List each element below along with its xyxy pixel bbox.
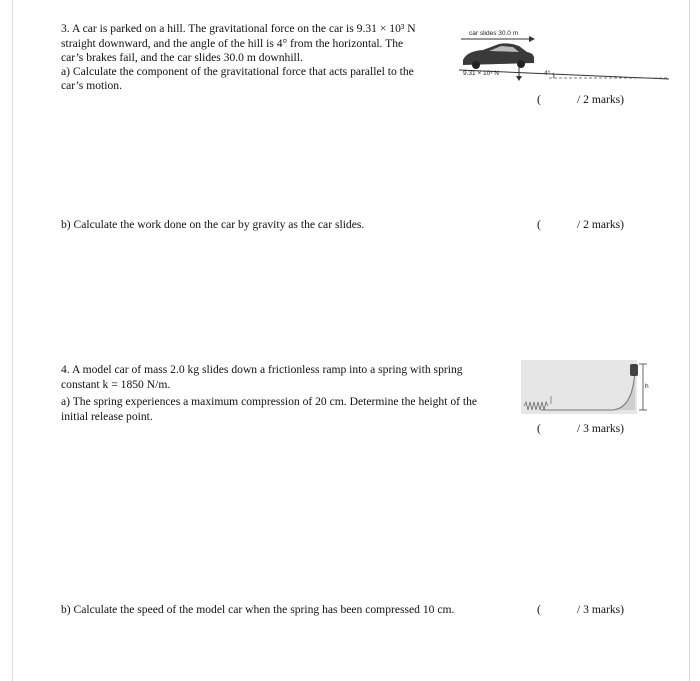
q4b-marks: / 3 marks) xyxy=(577,603,625,616)
q3b-text: b) Calculate the work done on the car by gravity as the car slides. xyxy=(61,218,365,231)
q3-line-4: a) Calculate the component of the gravitational force that acts parallel to the xyxy=(61,65,414,78)
q3-line-5: car’s motion. xyxy=(61,79,122,92)
q4b-marks-open-paren: ( xyxy=(537,603,541,616)
q3-line-1: 3. A car is parked on a hill. The gravitational force on the car is 9.31 × 10³ N xyxy=(61,22,416,35)
worksheet-page xyxy=(12,0,690,681)
q4a-marks-open-paren: ( xyxy=(537,422,541,435)
angle-label: 4° xyxy=(544,70,551,77)
q3-line-2: straight downward, and the angle of the hill is 4° from the horizontal. The xyxy=(61,37,404,50)
q4-line-3: a) The spring experiences a maximum compression of 20 cm. Determine the height of the xyxy=(61,395,478,408)
q4b-text: b) Calculate the speed of the model car when the spring has been compressed 10 cm. xyxy=(61,603,455,616)
q4a-marks: / 3 marks) xyxy=(577,422,625,435)
q3-line-3: car’s brakes fail, and the car slides 30.0 m downhill. xyxy=(61,51,303,64)
car-on-hill-figure xyxy=(449,25,679,85)
gravity-force-label: 9.31 × 10³ N xyxy=(463,70,499,77)
q4-line-2: constant k = 1850 N/m. xyxy=(61,378,171,391)
q3b-marks: / 2 marks) xyxy=(577,218,625,231)
spring-ramp-figure xyxy=(521,360,651,414)
q4-line-4: initial release point. xyxy=(61,410,153,423)
car-icon xyxy=(463,43,534,69)
q4-line-1: 4. A model car of mass 2.0 kg slides down a frictionless ramp into a spring with spring xyxy=(61,363,463,376)
q3a-marks-open-paren: ( xyxy=(537,93,541,106)
model-car-icon xyxy=(630,364,638,376)
q3b-marks-open-paren: ( xyxy=(537,218,541,231)
slide-distance-label: car slides 30.0 m xyxy=(469,30,519,37)
q3a-marks: / 2 marks) xyxy=(577,93,625,106)
height-label: h xyxy=(645,383,649,390)
